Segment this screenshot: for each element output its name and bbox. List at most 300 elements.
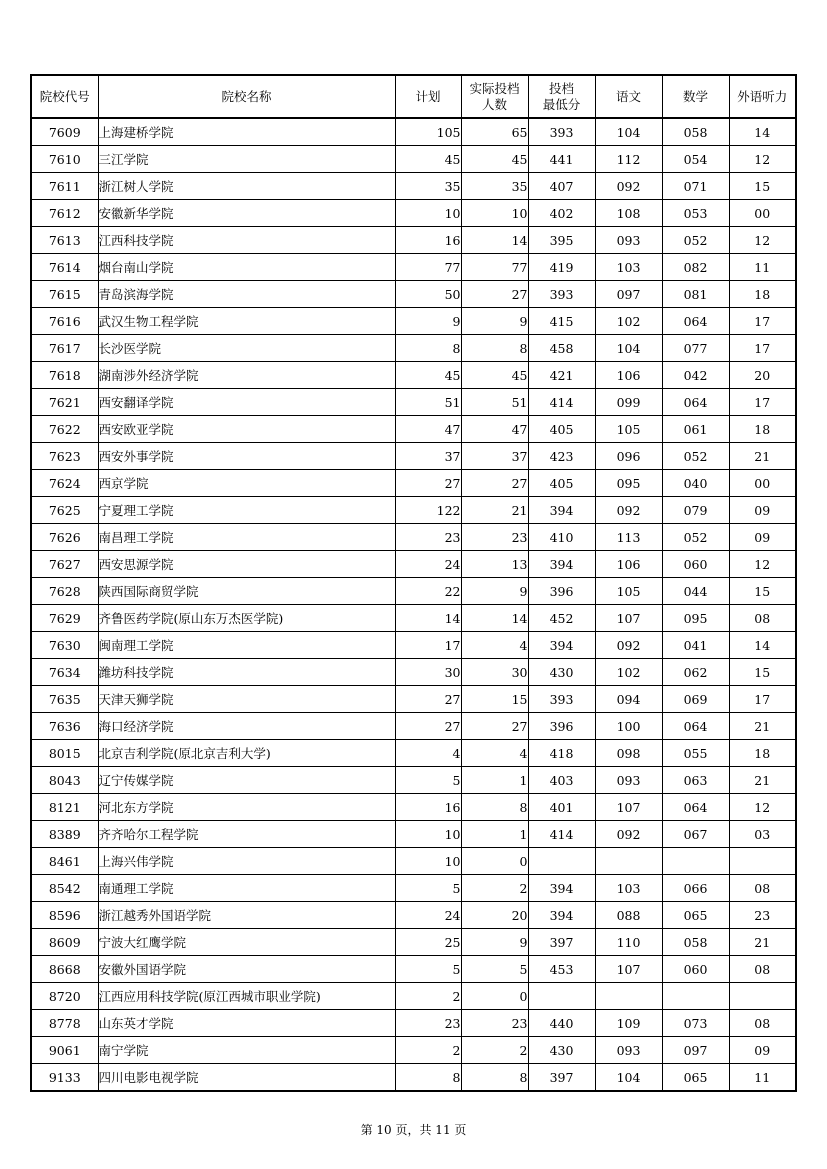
cell-code: 7627 [31,551,98,578]
cell-actual: 8 [461,1064,528,1092]
cell-min-score: 394 [528,497,595,524]
cell-listening: 14 [729,118,796,146]
cell-actual: 47 [461,416,528,443]
cell-listening: 21 [729,767,796,794]
cell-min-score: 407 [528,173,595,200]
cell-plan: 51 [395,389,461,416]
cell-code: 7614 [31,254,98,281]
cell-chinese: 097 [595,281,662,308]
cell-min-score: 394 [528,902,595,929]
cell-listening: 08 [729,875,796,902]
cell-name: 齐鲁医药学院(原山东万杰医学院) [98,605,395,632]
cell-code: 7618 [31,362,98,389]
table-row [31,362,796,389]
cell-code: 7616 [31,308,98,335]
table-row [31,281,796,308]
cell-name: 南宁学院 [98,1037,395,1064]
cell-math: 040 [662,470,729,497]
cell-name: 西安欧亚学院 [98,416,395,443]
cell-min-score: 430 [528,659,595,686]
cell-math: 054 [662,146,729,173]
cell-listening: 09 [729,1037,796,1064]
table-header-row [31,75,796,118]
table-row [31,983,796,1010]
cell-chinese: 096 [595,443,662,470]
header-code: 院校代号 [31,75,98,118]
cell-chinese: 092 [595,497,662,524]
cell-name: 宁波大红鹰学院 [98,929,395,956]
cell-plan: 23 [395,1010,461,1037]
cell-chinese [595,983,662,1010]
cell-chinese: 104 [595,118,662,146]
cell-name: 安徽外国语学院 [98,956,395,983]
cell-actual: 35 [461,173,528,200]
cell-listening: 15 [729,659,796,686]
cell-code: 7612 [31,200,98,227]
cell-listening: 14 [729,632,796,659]
cell-name: 齐齐哈尔工程学院 [98,821,395,848]
header-chinese: 语文 [595,75,662,118]
cell-chinese: 105 [595,416,662,443]
cell-code: 7617 [31,335,98,362]
cell-math: 077 [662,335,729,362]
cell-plan: 5 [395,956,461,983]
cell-plan: 77 [395,254,461,281]
cell-listening: 18 [729,416,796,443]
cell-plan: 5 [395,767,461,794]
cell-min-score: 414 [528,389,595,416]
cell-code: 9061 [31,1037,98,1064]
cell-min-score: 430 [528,1037,595,1064]
cell-min-score: 440 [528,1010,595,1037]
cell-chinese: 100 [595,713,662,740]
cell-min-score: 421 [528,362,595,389]
cell-name: 山东英才学院 [98,1010,395,1037]
table-row [31,848,796,875]
cell-listening: 03 [729,821,796,848]
cell-listening: 12 [729,551,796,578]
cell-math: 097 [662,1037,729,1064]
cell-actual: 9 [461,578,528,605]
cell-name: 宁夏理工学院 [98,497,395,524]
cell-min-score: 397 [528,1064,595,1092]
table-row [31,470,796,497]
cell-name: 长沙医学院 [98,335,395,362]
cell-code: 8015 [31,740,98,767]
cell-plan: 16 [395,227,461,254]
cell-min-score: 414 [528,821,595,848]
cell-min-score: 419 [528,254,595,281]
cell-plan: 27 [395,686,461,713]
cell-min-score: 393 [528,281,595,308]
table-row [31,200,796,227]
cell-math: 063 [662,767,729,794]
cell-code: 8609 [31,929,98,956]
cell-min-score: 393 [528,118,595,146]
cell-math: 041 [662,632,729,659]
cell-name: 天津天狮学院 [98,686,395,713]
cell-min-score: 394 [528,551,595,578]
cell-listening: 15 [729,578,796,605]
cell-code: 8043 [31,767,98,794]
header-plan: 计划 [395,75,461,118]
cell-min-score: 395 [528,227,595,254]
cell-name: 南通理工学院 [98,875,395,902]
cell-min-score: 415 [528,308,595,335]
cell-name: 海口经济学院 [98,713,395,740]
table-row [31,118,796,146]
cell-min-score: 423 [528,443,595,470]
cell-actual: 8 [461,335,528,362]
cell-math: 052 [662,443,729,470]
cell-plan: 16 [395,794,461,821]
cell-actual: 65 [461,118,528,146]
table-row [31,416,796,443]
cell-math: 058 [662,118,729,146]
cell-actual: 37 [461,443,528,470]
cell-plan: 37 [395,443,461,470]
cell-math: 055 [662,740,729,767]
cell-actual: 27 [461,470,528,497]
cell-code: 7630 [31,632,98,659]
cell-min-score: 403 [528,767,595,794]
cell-actual: 5 [461,956,528,983]
table-row [31,335,796,362]
cell-math: 071 [662,173,729,200]
cell-math: 053 [662,200,729,227]
table-row [31,497,796,524]
cell-math: 069 [662,686,729,713]
cell-listening: 21 [729,929,796,956]
cell-math: 060 [662,956,729,983]
cell-plan: 8 [395,335,461,362]
cell-name: 西安外事学院 [98,443,395,470]
cell-plan: 47 [395,416,461,443]
cell-name: 烟台南山学院 [98,254,395,281]
cell-listening: 17 [729,308,796,335]
cell-actual: 45 [461,146,528,173]
cell-code: 8389 [31,821,98,848]
table-row [31,821,796,848]
cell-math: 065 [662,1064,729,1092]
cell-actual: 14 [461,605,528,632]
cell-math: 064 [662,713,729,740]
cell-chinese: 106 [595,362,662,389]
cell-math: 079 [662,497,729,524]
cell-code: 7622 [31,416,98,443]
cell-actual: 27 [461,281,528,308]
cell-min-score: 401 [528,794,595,821]
table-row [31,1010,796,1037]
table-row [31,686,796,713]
cell-chinese: 095 [595,470,662,497]
cell-math: 064 [662,308,729,335]
cell-chinese [595,848,662,875]
table-row [31,740,796,767]
cell-actual: 23 [461,1010,528,1037]
cell-name: 青岛滨海学院 [98,281,395,308]
cell-code: 7628 [31,578,98,605]
cell-code: 7611 [31,173,98,200]
table-row [31,767,796,794]
cell-min-score: 393 [528,686,595,713]
cell-name: 江西科技学院 [98,227,395,254]
cell-code: 7621 [31,389,98,416]
cell-math: 044 [662,578,729,605]
cell-plan: 27 [395,713,461,740]
cell-name: 江西应用科技学院(原江西城市职业学院) [98,983,395,1010]
cell-listening: 17 [729,389,796,416]
cell-min-score: 402 [528,200,595,227]
cell-chinese: 102 [595,308,662,335]
cell-name: 陕西国际商贸学院 [98,578,395,605]
cell-min-score: 396 [528,578,595,605]
cell-actual: 8 [461,794,528,821]
table-row [31,605,796,632]
table-row [31,227,796,254]
cell-actual: 0 [461,983,528,1010]
cell-chinese: 113 [595,524,662,551]
header-name: 院校名称 [98,75,395,118]
cell-plan: 17 [395,632,461,659]
cell-name: 浙江越秀外国语学院 [98,902,395,929]
cell-math [662,848,729,875]
cell-name: 三江学院 [98,146,395,173]
cell-chinese: 109 [595,1010,662,1037]
header-min-line2: 最低分 [542,96,581,112]
cell-code: 8596 [31,902,98,929]
cell-name: 西安翻译学院 [98,389,395,416]
table-body [31,118,796,1091]
cell-math: 061 [662,416,729,443]
cell-plan: 2 [395,1037,461,1064]
cell-name: 辽宁传媒学院 [98,767,395,794]
table-row [31,389,796,416]
cell-math: 062 [662,659,729,686]
cell-chinese: 093 [595,1037,662,1064]
cell-min-score: 396 [528,713,595,740]
cell-listening [729,848,796,875]
cell-math: 058 [662,929,729,956]
cell-plan: 105 [395,118,461,146]
cell-code: 7625 [31,497,98,524]
cell-actual: 15 [461,686,528,713]
cell-min-score [528,983,595,1010]
cell-name: 西京学院 [98,470,395,497]
cell-chinese: 098 [595,740,662,767]
header-math: 数学 [662,75,729,118]
table-row [31,254,796,281]
cell-actual: 13 [461,551,528,578]
cell-chinese: 099 [595,389,662,416]
table-row [31,632,796,659]
cell-plan: 24 [395,551,461,578]
table-row [31,1064,796,1092]
header-actual-line1: 实际投档 [469,80,520,96]
cell-code: 7610 [31,146,98,173]
cell-listening: 20 [729,362,796,389]
cell-listening: 17 [729,686,796,713]
table-row [31,875,796,902]
cell-actual: 20 [461,902,528,929]
cell-actual: 77 [461,254,528,281]
cell-plan: 5 [395,875,461,902]
cell-code: 7609 [31,118,98,146]
cell-min-score: 452 [528,605,595,632]
cell-listening: 08 [729,1010,796,1037]
cell-listening: 08 [729,605,796,632]
cell-min-score: 410 [528,524,595,551]
cell-plan: 30 [395,659,461,686]
cell-listening: 00 [729,200,796,227]
table-row [31,578,796,605]
cell-name: 安徽新华学院 [98,200,395,227]
cell-min-score: 405 [528,470,595,497]
cell-code: 8720 [31,983,98,1010]
table-row [31,956,796,983]
cell-plan: 2 [395,983,461,1010]
cell-listening: 17 [729,335,796,362]
cell-listening: 08 [729,956,796,983]
header-listening: 外语听力 [729,75,796,118]
cell-listening [729,983,796,1010]
cell-math: 064 [662,794,729,821]
table-row [31,902,796,929]
cell-min-score: 458 [528,335,595,362]
cell-chinese: 093 [595,227,662,254]
cell-chinese: 112 [595,146,662,173]
cell-code: 8542 [31,875,98,902]
cell-code: 8778 [31,1010,98,1037]
cell-math: 081 [662,281,729,308]
cell-plan: 9 [395,308,461,335]
cell-name: 西安思源学院 [98,551,395,578]
cell-name: 四川电影电视学院 [98,1064,395,1092]
cell-listening: 18 [729,281,796,308]
cell-plan: 10 [395,821,461,848]
cell-min-score: 397 [528,929,595,956]
cell-chinese: 103 [595,875,662,902]
table-row [31,1037,796,1064]
table-row [31,524,796,551]
table-row [31,308,796,335]
cell-listening: 11 [729,1064,796,1092]
cell-plan: 10 [395,200,461,227]
cell-code: 7623 [31,443,98,470]
cell-math: 067 [662,821,729,848]
cell-actual: 4 [461,632,528,659]
table-row [31,713,796,740]
cell-plan: 23 [395,524,461,551]
cell-min-score: 453 [528,956,595,983]
cell-name: 河北东方学院 [98,794,395,821]
header-actual [461,75,528,118]
cell-actual: 1 [461,767,528,794]
cell-name: 上海建桥学院 [98,118,395,146]
cell-plan: 45 [395,362,461,389]
cell-plan: 22 [395,578,461,605]
cell-code: 8121 [31,794,98,821]
header-min-line1: 投档 [548,80,574,96]
cell-actual: 1 [461,821,528,848]
cell-listening: 21 [729,443,796,470]
table-row [31,146,796,173]
cell-math: 073 [662,1010,729,1037]
cell-name: 闽南理工学院 [98,632,395,659]
cell-listening: 12 [729,146,796,173]
cell-name: 潍坊科技学院 [98,659,395,686]
cell-name: 浙江树人学院 [98,173,395,200]
cell-chinese: 088 [595,902,662,929]
cell-plan: 45 [395,146,461,173]
cell-math: 082 [662,254,729,281]
cell-code: 9133 [31,1064,98,1092]
cell-math: 042 [662,362,729,389]
cell-min-score: 418 [528,740,595,767]
cell-code: 7615 [31,281,98,308]
table-row [31,794,796,821]
cell-actual: 10 [461,200,528,227]
cell-min-score: 394 [528,632,595,659]
cell-plan: 122 [395,497,461,524]
cell-code: 7624 [31,470,98,497]
cell-min-score [528,848,595,875]
cell-chinese: 093 [595,767,662,794]
cell-listening: 23 [729,902,796,929]
table-row [31,551,796,578]
cell-listening: 18 [729,740,796,767]
cell-math [662,983,729,1010]
cell-min-score: 394 [528,875,595,902]
page-footer: 第 10 页，共 11 页 [360,1123,467,1137]
cell-actual: 21 [461,497,528,524]
table-row [31,929,796,956]
cell-listening: 09 [729,524,796,551]
cell-math: 066 [662,875,729,902]
table-row [31,659,796,686]
cell-name: 南昌理工学院 [98,524,395,551]
cell-listening: 09 [729,497,796,524]
table-row [31,173,796,200]
cell-listening: 12 [729,227,796,254]
cell-listening: 00 [729,470,796,497]
cell-actual: 51 [461,389,528,416]
cell-code: 7626 [31,524,98,551]
header-actual-line2: 人数 [481,96,507,112]
cell-math: 095 [662,605,729,632]
cell-plan: 24 [395,902,461,929]
cell-name: 北京吉利学院(原北京吉利大学) [98,740,395,767]
cell-plan: 4 [395,740,461,767]
cell-code: 8461 [31,848,98,875]
cell-chinese: 102 [595,659,662,686]
cell-actual: 2 [461,1037,528,1064]
cell-chinese: 092 [595,821,662,848]
cell-math: 052 [662,524,729,551]
cell-chinese: 104 [595,335,662,362]
cell-math: 065 [662,902,729,929]
cell-plan: 25 [395,929,461,956]
cell-listening: 21 [729,713,796,740]
cell-plan: 50 [395,281,461,308]
cell-actual: 0 [461,848,528,875]
cell-actual: 23 [461,524,528,551]
table-row [31,443,796,470]
cell-min-score: 441 [528,146,595,173]
cell-actual: 45 [461,362,528,389]
cell-code: 8668 [31,956,98,983]
cell-chinese: 092 [595,173,662,200]
